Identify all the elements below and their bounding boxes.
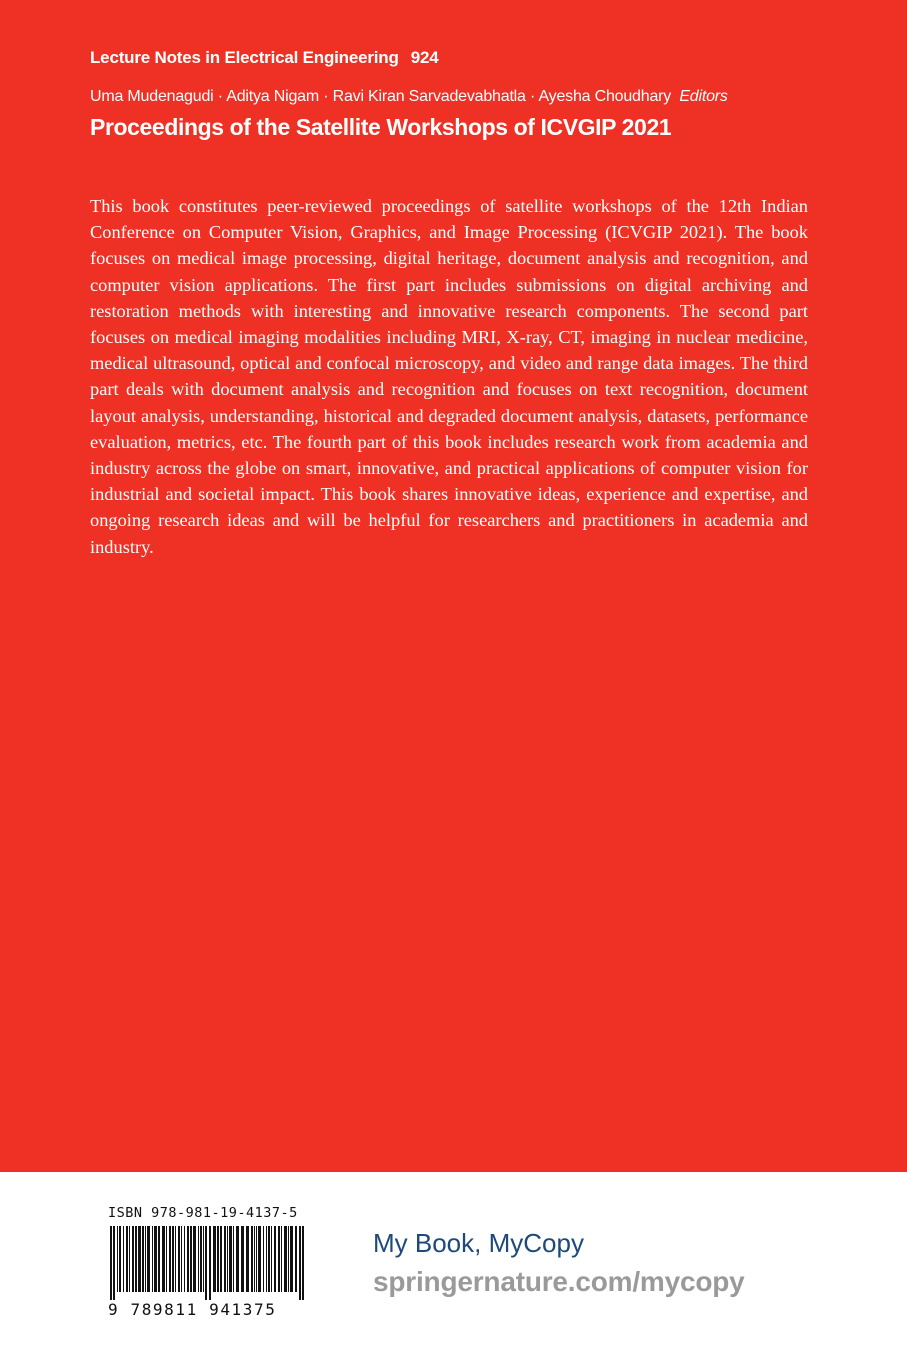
barcode-bar: [162, 1226, 165, 1292]
series-name: Lecture Notes in Electrical Engineering: [90, 48, 399, 67]
barcode-bar: [290, 1226, 293, 1292]
barcode-bar: [154, 1226, 157, 1292]
barcode-bar: [263, 1226, 264, 1292]
book-description: This book constitutes peer-reviewed proceedings of satellite workshops of the 12th Indian Conference on Computer Vision, Graphics, and Image Processing (ICVGIP 2021). The book focuses on medical image processing, digital heritage, document analysis and recognition, and computer vision applications. The first part includes submissions on digital archiving and restoration methods with interesting and innovative research components. The second part focuses on medical imaging modalities including MRI, X-ray, CT, imaging in nuclear medicine, medical ultrasound, optical and confocal microscopy, and video and range data images. The third part deals with document analysis and recognition and focuses on text recognition, document layout analysis, understanding, historical and degraded document analysis, datasets, performance evaluation, metrics, etc. The fourth part of this book includes research work from academia and industry across the globe on smart, innovative, and practical applications of computer vision for industrial and societal impact. This book shares innovative ideas, experience and expertise, and ongoing research ideas and will be helpful for researchers and practitioners in academia and industry.: [90, 196, 808, 557]
barcode-bar: [217, 1226, 219, 1292]
barcode-bar: [288, 1226, 289, 1292]
barcode-bar: [172, 1226, 174, 1292]
barcode-bar: [145, 1226, 146, 1292]
barcode-bar: [132, 1226, 134, 1292]
barcode: [110, 1226, 306, 1300]
barcode-bar: [193, 1226, 196, 1292]
barcode-bar: [241, 1226, 244, 1292]
barcode-bar: [284, 1226, 287, 1292]
barcode-bar: [169, 1226, 171, 1292]
barcode-bar: [138, 1226, 141, 1292]
barcode-bar: [190, 1226, 192, 1292]
barcode-bar: [198, 1226, 199, 1292]
barcode-bar: [233, 1226, 234, 1292]
barcode-bar: [129, 1226, 130, 1292]
series-number: 924: [410, 48, 439, 67]
barcode-bar: [147, 1226, 150, 1292]
barcode-bar: [271, 1226, 272, 1292]
barcode-bar: [281, 1226, 282, 1292]
barcode-bar: [229, 1226, 232, 1292]
barcode-digits: 9 789811 941375: [108, 1300, 277, 1319]
barcode-bar: [135, 1226, 137, 1292]
series-line: [90, 48, 438, 68]
barcode-bar: [213, 1226, 216, 1292]
barcode-bar: [119, 1226, 121, 1292]
barcode-bar: [295, 1226, 297, 1292]
barcode-bar: [175, 1226, 176, 1292]
barcode-bar: [302, 1226, 304, 1300]
barcode-bar: [205, 1226, 207, 1300]
barcode-bar: [236, 1226, 239, 1292]
barcode-bar: [123, 1226, 124, 1292]
barcode-bar: [224, 1226, 226, 1292]
editors-line: [90, 88, 728, 106]
barcode-bar: [203, 1226, 204, 1292]
barcode-bar: [178, 1226, 180, 1292]
barcode-bar: [184, 1226, 185, 1292]
barcode-bar: [181, 1226, 182, 1292]
barcode-bar: [274, 1226, 276, 1292]
barcode-bar: [152, 1226, 153, 1292]
barcode-bar: [142, 1226, 144, 1292]
barcode-bar: [110, 1226, 112, 1300]
barcode-bar: [113, 1226, 115, 1300]
barcode-bar: [220, 1226, 222, 1292]
barcode-bar: [254, 1226, 255, 1292]
book-title: Proceedings of the Satellite Workshops of ICVGIP 2021: [90, 114, 672, 140]
barcode-bar: [278, 1226, 280, 1292]
barcode-bar: [268, 1226, 270, 1292]
barcode-bar: [299, 1226, 301, 1300]
barcode-bar: [158, 1226, 160, 1292]
barcode-bar: [258, 1226, 261, 1292]
barcode-bar: [200, 1226, 202, 1292]
barcode-bar: [246, 1226, 249, 1292]
barcode-bar: [117, 1226, 118, 1292]
barcode-bar: [227, 1226, 228, 1292]
barcode-bar: [166, 1226, 167, 1292]
barcode-bar: [187, 1226, 189, 1292]
barcode-bar: [266, 1226, 267, 1292]
barcode-bar: [251, 1226, 253, 1292]
editor-names: Uma Mudenagudi · Aditya Nigam · Ravi Kiran Sarvadevabhatla · Ayesha Choudhary: [90, 88, 672, 105]
editors-role: Editors: [679, 88, 728, 105]
mycopy-url[interactable]: springernature.com/mycopy: [373, 1266, 745, 1297]
isbn-label: ISBN 978-981-19-4137-5: [108, 1205, 298, 1221]
barcode-bar: [256, 1226, 257, 1292]
mycopy-title: My Book, MyCopy: [373, 1228, 584, 1258]
barcode-bar: [209, 1226, 211, 1300]
barcode-bar: [126, 1226, 128, 1292]
